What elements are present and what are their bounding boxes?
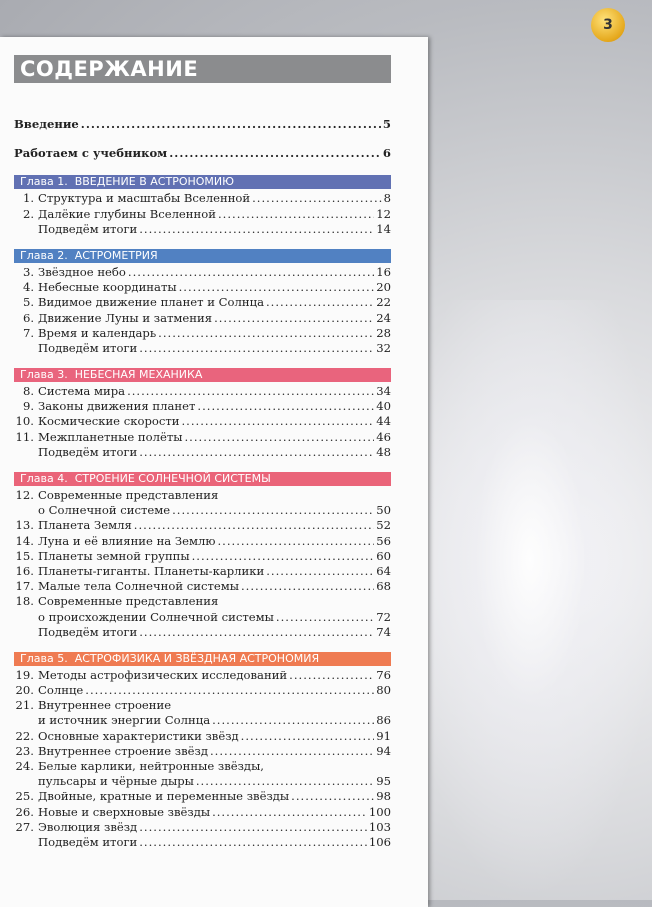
entry-title: Малые тела Солнечной системы (38, 579, 239, 594)
entry-page: 95 (376, 774, 391, 789)
dot-leader (291, 789, 374, 804)
entry-title: Время и календарь (38, 325, 157, 340)
dot-leader (139, 835, 367, 850)
dot-leader (266, 295, 374, 310)
chapter-header (14, 368, 391, 382)
entry-title: Структура и масштабы Вселенной (38, 191, 251, 206)
entry-number: 21. (15, 698, 34, 713)
toc-entry[interactable] (14, 207, 391, 222)
toc-entry[interactable] (14, 805, 391, 820)
dot-leader (127, 384, 374, 399)
chapter-title: АСТРОМЕТРИЯ (74, 248, 158, 262)
dot-leader (169, 146, 381, 161)
entry-title: Подведём итоги (38, 834, 138, 849)
dot-leader (179, 280, 375, 295)
dot-leader (139, 820, 367, 835)
dot-leader (196, 774, 374, 789)
entry-number: 2. (22, 206, 34, 221)
dot-leader (252, 191, 381, 206)
entry-title: Современные представления (38, 488, 219, 502)
entry-title: и источник энергии Солнца (38, 713, 211, 728)
entry-page: 56 (376, 533, 391, 548)
chapter-label: Глава 4. (20, 472, 68, 485)
dot-leader (217, 534, 374, 549)
entry-number: 27. (15, 819, 34, 834)
entry-number: 14. (15, 533, 34, 548)
entry-page: 86 (376, 713, 391, 728)
entry-number: 22. (15, 728, 34, 743)
entry-title: о происхождении Солнечной системы (38, 609, 274, 624)
toc-entry[interactable] (14, 191, 391, 206)
entry-page: 28 (376, 325, 391, 340)
dot-leader (184, 430, 374, 445)
entry-page: 100 (368, 804, 391, 819)
toc-entry[interactable] (14, 488, 391, 503)
entry-page: 32 (376, 340, 391, 355)
toc-entry[interactable] (14, 117, 391, 132)
entry-page: 52 (376, 518, 391, 533)
entry-number: 10. (15, 414, 34, 429)
entry-page: 68 (376, 579, 391, 594)
dot-leader (139, 445, 374, 460)
chapter-header (14, 249, 391, 263)
entry-title: Двойные, кратные и переменные звёзды (38, 789, 290, 804)
entry-number: 12. (15, 488, 34, 502)
entry-title: Планеты земной группы (38, 548, 190, 563)
table-of-contents (14, 117, 391, 850)
entry-title: Эволюция звёзд (38, 819, 138, 834)
toc-page (0, 37, 428, 907)
entry-page: 20 (376, 280, 391, 295)
chapter-header (14, 472, 391, 486)
dot-leader (139, 222, 374, 237)
entry-page: 34 (376, 384, 391, 399)
entry-page: 72 (376, 609, 391, 624)
toc-entry[interactable] (14, 341, 391, 356)
toc-entry[interactable] (14, 835, 391, 850)
dot-leader (81, 117, 381, 132)
toc-entry[interactable] (14, 789, 391, 804)
entry-title: о Солнечной системе (38, 503, 171, 518)
toc-entry[interactable] (14, 820, 391, 835)
nebula-background (430, 300, 652, 900)
page-title: СОДЕРЖАНИЕ (14, 55, 391, 83)
dot-leader (266, 564, 374, 579)
dot-leader (212, 713, 374, 728)
chapter-label: Глава 5. (20, 651, 68, 665)
toc-entry[interactable] (14, 430, 391, 445)
entry-number: 4. (22, 280, 34, 295)
dot-leader (276, 610, 374, 625)
toc-entry[interactable] (14, 698, 391, 713)
entry-page: 106 (368, 834, 391, 849)
toc-entry[interactable] (14, 414, 391, 429)
entry-title: Планета Земля (38, 518, 132, 533)
toc-entry[interactable] (14, 384, 391, 399)
toc-entry[interactable] (14, 534, 391, 549)
entry-title: Белые карлики, нейтронные звёзды, (38, 759, 264, 773)
chapter-header (14, 175, 391, 189)
entry-page: 46 (376, 429, 391, 444)
entry-number: 20. (15, 683, 34, 698)
entry-page: 8 (383, 191, 391, 206)
dot-leader (289, 668, 374, 683)
entry-title: Новые и сверхновые звёзды (38, 804, 211, 819)
chapter-label: Глава 1. (20, 175, 68, 189)
entry-page: 50 (376, 503, 391, 518)
entry-page: 22 (376, 295, 391, 310)
entry-number: 24. (15, 759, 34, 773)
chapter-label: Глава 2. (20, 248, 68, 262)
entry-title: Планеты-гиганты. Планеты-карлики (38, 563, 265, 578)
entry-title: Межпланетные полёты (38, 429, 183, 444)
entry-title: пульсары и чёрные дыры (38, 774, 194, 789)
entry-title: Подведём итоги (38, 444, 138, 459)
dot-leader (182, 414, 375, 429)
entry-page: 24 (376, 310, 391, 325)
dot-leader (85, 683, 374, 698)
entry-title: Внутреннее строение звёзд (38, 743, 208, 758)
entry-title: Подведём итоги (38, 340, 138, 355)
entry-title: Подведём итоги (38, 221, 138, 236)
dot-leader (241, 729, 375, 744)
entry-number: 26. (15, 804, 34, 819)
entry-number: 8. (22, 384, 34, 399)
toc-entry[interactable] (14, 713, 391, 728)
toc-entry[interactable] (14, 610, 391, 625)
entry-page: 44 (376, 414, 391, 429)
toc-entry[interactable] (14, 668, 391, 683)
entry-page: 74 (376, 624, 391, 639)
entry-page: 91 (376, 728, 391, 743)
dot-leader (128, 265, 374, 280)
entry-page: 14 (376, 221, 391, 236)
chapter-title: НЕБЕСНАЯ МЕХАНИКА (74, 368, 203, 382)
chapter-title: ВВЕДЕНИЕ В АСТРОНОМИЮ (74, 175, 235, 189)
entry-title: Работаем с учебником (14, 146, 168, 161)
toc-entry[interactable] (14, 222, 391, 237)
chapter-title: АСТРОФИЗИКА И ЗВЁЗДНАЯ АСТРОНОМИЯ (74, 651, 320, 665)
entry-number: 16. (15, 563, 34, 578)
entry-number: 13. (15, 518, 34, 533)
dot-leader (214, 311, 374, 326)
toc-entry[interactable] (14, 683, 391, 698)
entry-title: Современные представления (38, 594, 219, 609)
toc-entry[interactable] (14, 774, 391, 789)
toc-entry[interactable] (14, 280, 391, 295)
dot-leader (241, 579, 374, 594)
dot-leader (197, 399, 374, 414)
entry-page: 64 (376, 563, 391, 578)
chapter-label: Глава 3. (20, 368, 68, 382)
toc-entry[interactable] (14, 295, 391, 310)
entry-number: 15. (15, 548, 34, 563)
toc-entry[interactable] (14, 326, 391, 341)
entry-title: Методы астрофизических исследований (38, 667, 288, 682)
dot-leader (212, 805, 367, 820)
entry-number: 23. (15, 743, 34, 758)
toc-entry[interactable] (14, 729, 391, 744)
entry-page: 94 (376, 743, 391, 758)
entry-title: Основные характеристики звёзд (38, 728, 239, 743)
entry-page: 12 (376, 206, 391, 221)
entry-title: Введение (14, 117, 79, 131)
entry-page: 80 (376, 683, 391, 698)
dot-leader (158, 326, 374, 341)
entry-title: Небесные координаты (38, 280, 177, 295)
entry-title: Подведём итоги (38, 624, 138, 639)
entry-title: Движение Луны и затмения (38, 310, 213, 325)
toc-entry[interactable] (14, 594, 391, 609)
entry-page: 103 (368, 819, 391, 834)
entry-page: 6 (382, 146, 391, 161)
entry-title: Звёздное небо (38, 264, 126, 279)
entry-title: Система мира (38, 384, 126, 399)
entry-page: 60 (376, 548, 391, 563)
entry-page: 40 (376, 399, 391, 414)
page-number-badge: 3 (591, 8, 625, 42)
toc-entry[interactable] (14, 399, 391, 414)
toc-entry[interactable] (14, 503, 391, 518)
chapter-header (14, 652, 391, 666)
dot-leader (218, 207, 374, 222)
entry-number: 11. (15, 429, 34, 444)
entry-page: 16 (376, 264, 391, 279)
entry-page: 48 (376, 444, 391, 459)
entry-number: 17. (15, 579, 34, 594)
toc-entry[interactable] (14, 146, 391, 161)
entry-title: Солнце (38, 683, 84, 698)
entry-page: 98 (376, 789, 391, 804)
entry-title: Космические скорости (38, 414, 180, 429)
entry-title: Далёкие глубины Вселенной (38, 206, 216, 221)
toc-entry[interactable] (14, 518, 391, 533)
toc-entry[interactable] (14, 579, 391, 594)
entry-title: Луна и её влияние на Землю (38, 533, 216, 548)
toc-entry[interactable] (14, 564, 391, 579)
entry-title: Внутреннее строение (38, 698, 172, 713)
entry-page: 5 (382, 117, 391, 131)
entry-number: 9. (22, 399, 34, 414)
entry-page: 76 (376, 667, 391, 682)
entry-title: Законы движения планет (38, 399, 196, 414)
toc-entry[interactable] (14, 445, 391, 460)
dot-leader (139, 341, 374, 356)
entry-number: 19. (15, 667, 34, 682)
toc-entry[interactable] (14, 625, 391, 640)
entry-number: 25. (15, 789, 34, 804)
toc-entry[interactable] (14, 549, 391, 564)
entry-number: 7. (22, 325, 34, 340)
dot-leader (210, 744, 374, 759)
entry-number: 1. (22, 191, 34, 206)
toc-entry[interactable] (14, 311, 391, 326)
entry-title: Видимое движение планет и Солнца (38, 295, 264, 310)
chapter-title: СТРОЕНИЕ СОЛНЕЧНОЙ СИСТЕМЫ (74, 472, 271, 485)
toc-entry[interactable] (14, 265, 391, 280)
toc-entry[interactable] (14, 744, 391, 759)
entry-number: 6. (22, 310, 34, 325)
entry-number: 5. (22, 295, 34, 310)
entry-number: 3. (22, 264, 34, 279)
dot-leader (172, 503, 374, 518)
dot-leader (134, 518, 374, 533)
toc-entry[interactable] (14, 759, 391, 774)
dot-leader (139, 625, 374, 640)
dot-leader (192, 549, 375, 564)
entry-number: 18. (15, 594, 34, 609)
